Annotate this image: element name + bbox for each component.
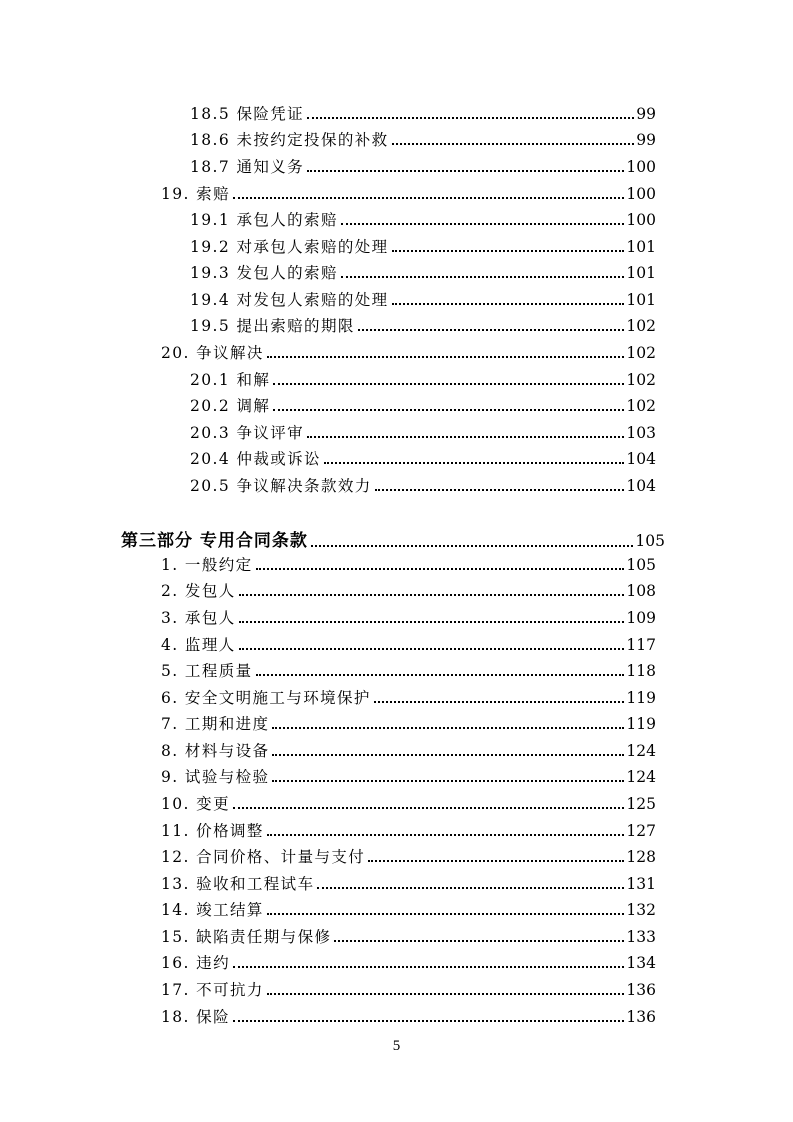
toc-entry-page: 109 — [626, 609, 656, 627]
toc-leader — [392, 303, 625, 305]
toc-entry — [190, 124, 656, 150]
toc-entry-label: 6. 安全文明施工与环境保护 — [161, 689, 371, 707]
toc-leader — [358, 329, 625, 331]
toc-entry — [190, 310, 656, 336]
toc-entry — [161, 921, 656, 947]
toc-entry-label: 19. 索赔 — [161, 185, 230, 203]
toc-leader — [239, 621, 625, 623]
toc-leader — [341, 223, 625, 225]
toc-entry-page: 99 — [636, 131, 656, 149]
toc-entry-page: 101 — [626, 264, 656, 282]
toc-leader — [272, 727, 624, 729]
toc-entry — [190, 98, 656, 124]
toc-entry-label: 13. 验收和工程试车 — [161, 875, 315, 893]
toc-entry — [161, 708, 656, 734]
toc-entry — [161, 868, 656, 894]
toc-leader — [324, 462, 624, 464]
toc-entry-label: 19.5 提出索赔的期限 — [190, 317, 355, 335]
toc-entry-label: 18.5 保险凭证 — [190, 105, 305, 123]
toc-leader — [256, 568, 625, 570]
toc-leader — [272, 754, 624, 756]
toc-leader — [233, 807, 624, 809]
toc-leader — [374, 701, 625, 703]
toc-entry-label: 16. 违约 — [161, 954, 230, 972]
toc-entry — [161, 1001, 656, 1027]
toc-leader — [239, 594, 625, 596]
toc-leader — [272, 780, 624, 782]
toc-leader — [307, 117, 634, 119]
toc-entry-page: 119 — [626, 715, 656, 733]
toc-entry-page: 102 — [626, 344, 656, 362]
toc-leader — [233, 966, 624, 968]
toc-entry-label: 20.5 争议解决条款效力 — [190, 477, 372, 495]
toc-entry-page: 125 — [626, 795, 656, 813]
toc-entry — [190, 204, 656, 230]
toc-entry — [190, 151, 656, 177]
toc-entry — [161, 894, 656, 920]
toc-entry — [190, 470, 656, 496]
toc-leader — [267, 834, 625, 836]
toc-entry-page: 108 — [626, 582, 656, 600]
toc-leader — [341, 276, 625, 278]
toc-entry-page: 124 — [626, 768, 656, 786]
toc-leader — [267, 993, 625, 995]
toc-entry-label: 19.3 发包人的索赔 — [190, 264, 338, 282]
toc-entry-label: 17. 不可抗力 — [161, 981, 264, 999]
toc-entry-label: 20.3 争议评审 — [190, 424, 305, 442]
toc-entry-label: 4. 监理人 — [161, 636, 236, 654]
toc-entry — [161, 549, 656, 575]
toc-entry-label: 15. 缺陷责任期与保修 — [161, 928, 332, 946]
toc-entry — [161, 682, 656, 708]
toc-leader — [317, 887, 624, 889]
toc-entry-label: 8. 材料与设备 — [161, 742, 270, 760]
toc-entry-label: 1. 一般约定 — [161, 556, 253, 574]
toc-entry — [161, 178, 656, 204]
toc-leader — [307, 170, 624, 172]
toc-entry-page: 99 — [636, 105, 656, 123]
toc-entry — [161, 761, 656, 787]
toc-entry-label: 18.6 未按约定投保的补救 — [190, 131, 389, 149]
toc-entry — [190, 364, 656, 390]
toc-leader — [273, 383, 624, 385]
toc-entry-page: 100 — [626, 158, 656, 176]
toc-entry-page: 124 — [626, 742, 656, 760]
part-heading — [121, 524, 665, 552]
toc-entry-label: 20.4 仲裁或诉讼 — [190, 450, 321, 468]
toc-entry-page: 134 — [626, 954, 656, 972]
toc-entry — [190, 257, 656, 283]
toc-entry-label: 20. 争议解决 — [161, 344, 264, 362]
toc-leader — [267, 913, 625, 915]
toc-entry-label: 9. 试验与检验 — [161, 768, 270, 786]
toc-entry — [161, 841, 656, 867]
toc-leader — [392, 143, 635, 145]
toc-entry-label: 5. 工程质量 — [161, 662, 253, 680]
toc-leader — [311, 545, 633, 547]
toc-entry — [190, 443, 656, 469]
toc-leader — [233, 197, 624, 199]
toc-entry — [190, 417, 656, 443]
toc-entry — [161, 575, 656, 601]
toc-entry — [161, 655, 656, 681]
toc-entry-label: 20.1 和解 — [190, 371, 271, 389]
toc-entry-page: 100 — [626, 185, 656, 203]
toc-leader — [392, 250, 625, 252]
part-heading-page: 105 — [635, 532, 665, 550]
toc-entry-label: 20.2 调解 — [190, 397, 271, 415]
toc-entry-label: 2. 发包人 — [161, 582, 236, 600]
toc-entry-page: 101 — [626, 238, 656, 256]
toc-entry-page: 102 — [626, 317, 656, 335]
toc-leader — [267, 356, 625, 358]
toc-entry-page: 100 — [626, 211, 656, 229]
toc-entry-label: 10. 变更 — [161, 795, 230, 813]
toc-leader — [256, 674, 625, 676]
toc-entry-page: 132 — [626, 901, 656, 919]
part-heading-label: 第三部分 专用合同条款 — [121, 531, 308, 551]
toc-entry-page: 105 — [626, 556, 656, 574]
toc-entry — [161, 815, 656, 841]
toc-entry — [190, 231, 656, 257]
toc-entry-label: 12. 合同价格、计量与支付 — [161, 848, 366, 866]
toc-leader — [273, 409, 624, 411]
toc-entry-page: 136 — [626, 981, 656, 999]
toc-entry-page: 104 — [626, 450, 656, 468]
toc-entry-label: 3. 承包人 — [161, 609, 236, 627]
toc-entry-label: 19.2 对承包人索赔的处理 — [190, 238, 389, 256]
toc-entry-page: 119 — [626, 689, 656, 707]
toc-entry-page: 102 — [626, 397, 656, 415]
toc-entry — [161, 947, 656, 973]
toc-entry-page: 104 — [626, 477, 656, 495]
toc-leader — [233, 1020, 624, 1022]
toc-entry-page: 117 — [626, 636, 656, 654]
toc-leader — [368, 860, 624, 862]
toc-leader — [375, 489, 625, 491]
toc-entry-label: 7. 工期和进度 — [161, 715, 270, 733]
toc-entry-page: 127 — [626, 822, 656, 840]
toc-entry — [161, 629, 656, 655]
page-number: 5 — [392, 1038, 401, 1054]
toc-entry-label: 19.1 承包人的索赔 — [190, 211, 338, 229]
toc-entry — [161, 735, 656, 761]
toc-entry-page: 128 — [626, 848, 656, 866]
toc-entry-label: 19.4 对发包人索赔的处理 — [190, 291, 389, 309]
toc-entry-label: 14. 竣工结算 — [161, 901, 264, 919]
toc-entry — [161, 788, 656, 814]
toc-entry-page: 136 — [626, 1008, 656, 1026]
toc-entry-page: 131 — [626, 875, 656, 893]
toc-entry — [190, 284, 656, 310]
toc-entry-page: 118 — [626, 662, 656, 680]
toc-entry — [161, 602, 656, 628]
toc-leader — [307, 436, 624, 438]
toc-entry-label: 18. 保险 — [161, 1008, 230, 1026]
toc-entry — [161, 337, 656, 363]
toc-entry-label: 11. 价格调整 — [161, 822, 264, 840]
toc-leader — [239, 648, 625, 650]
toc-entry-page: 101 — [626, 291, 656, 309]
toc-entry-page: 103 — [626, 424, 656, 442]
toc-entry-page: 133 — [626, 928, 656, 946]
toc-entry — [161, 974, 656, 1000]
toc-entry — [190, 390, 656, 416]
toc-entry-label: 18.7 通知义务 — [190, 158, 305, 176]
toc-leader — [334, 940, 624, 942]
toc-entry-page: 102 — [626, 371, 656, 389]
